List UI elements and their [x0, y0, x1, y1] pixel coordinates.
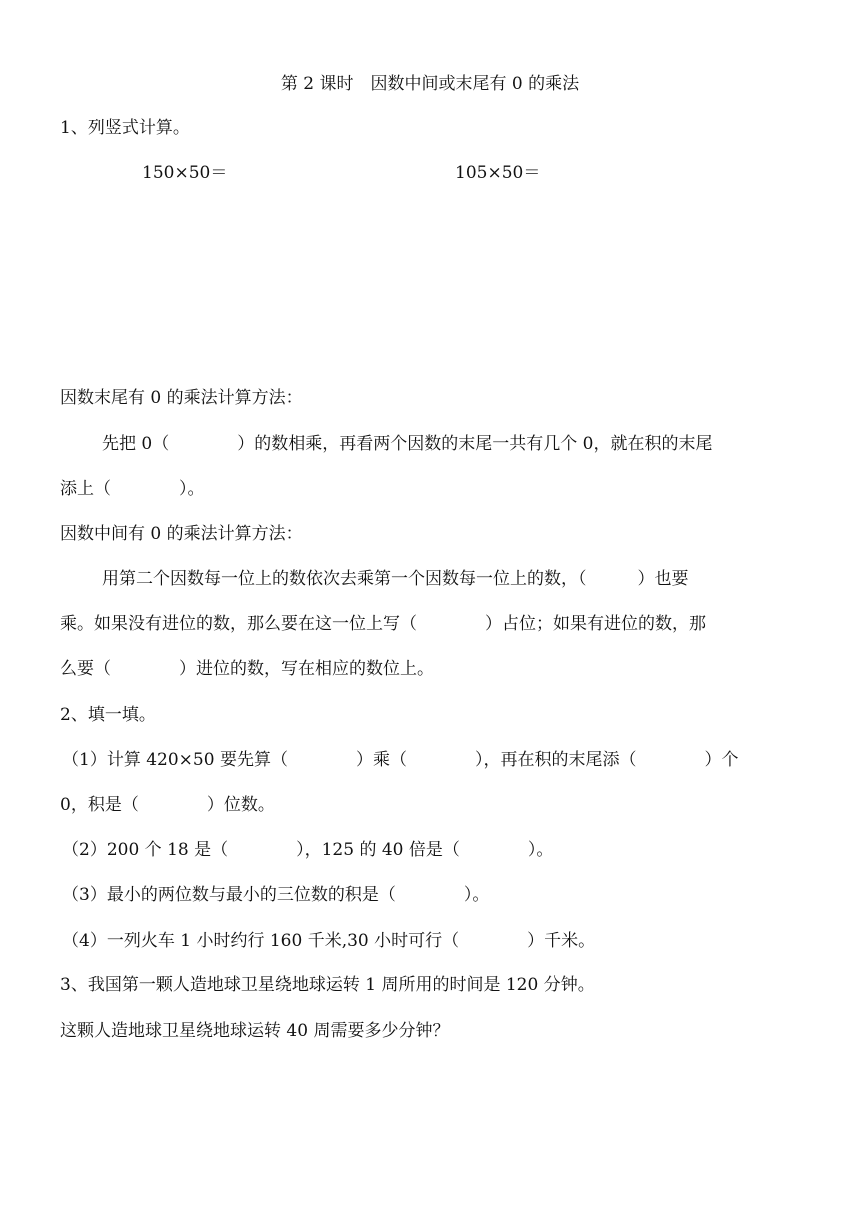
method-end-line1: 先把 0（ ）的数相乘，再看两个因数的末尾一共有几个 0，就在积的末尾: [102, 434, 713, 454]
q2-heading: 2、填一填。: [60, 705, 156, 725]
method-middle-line3: 么要（ ）进位的数，写在相应的数位上。: [60, 659, 434, 679]
q3-line2: 这颗人造地球卫星绕地球运转 40 周需要多少分钟？: [60, 1021, 450, 1041]
method-end-line2: 添上（ ）。: [60, 479, 205, 499]
method-middle-line1: 用第二个因数每一位上的数依次去乘第一个因数每一位上的数，（ ）也要: [102, 569, 689, 589]
q2-item2: （2）200 个 18 是（ ），125 的 40 倍是（ ）。: [62, 840, 554, 860]
q2-item4: （4）一列火车 1 小时约行 160 千米,30 小时可行（ ）千米。: [62, 931, 596, 951]
q2-item3: （3）最小的两位数与最小的三位数的积是（ ）。: [62, 885, 490, 905]
q1-heading: 1、列竖式计算。: [60, 118, 190, 138]
method-middle-heading: 因数中间有 0 的乘法计算方法：: [60, 524, 303, 544]
q2-item1-line1: （1）计算 420×50 要先算（ ）乘（ ），再在积的末尾添（ ）个: [62, 750, 739, 770]
method-end-heading: 因数末尾有 0 的乘法计算方法：: [60, 388, 303, 408]
q3-line1: 3、我国第一颗人造地球卫星绕地球运转 1 周所用的时间是 120 分钟。: [60, 975, 595, 995]
q1-calc-b: 105×50＝: [455, 163, 541, 183]
q1-calc-a: 150×50＝: [142, 163, 228, 183]
page-title: 第 2 课时 因数中间或末尾有 0 的乘法: [280, 74, 580, 94]
q2-item1-line2: 0，积是（ ）位数。: [60, 795, 275, 815]
method-middle-line2: 乘。如果没有进位的数，那么要在这一位上写（ ）占位；如果有进位的数，那: [60, 614, 706, 634]
